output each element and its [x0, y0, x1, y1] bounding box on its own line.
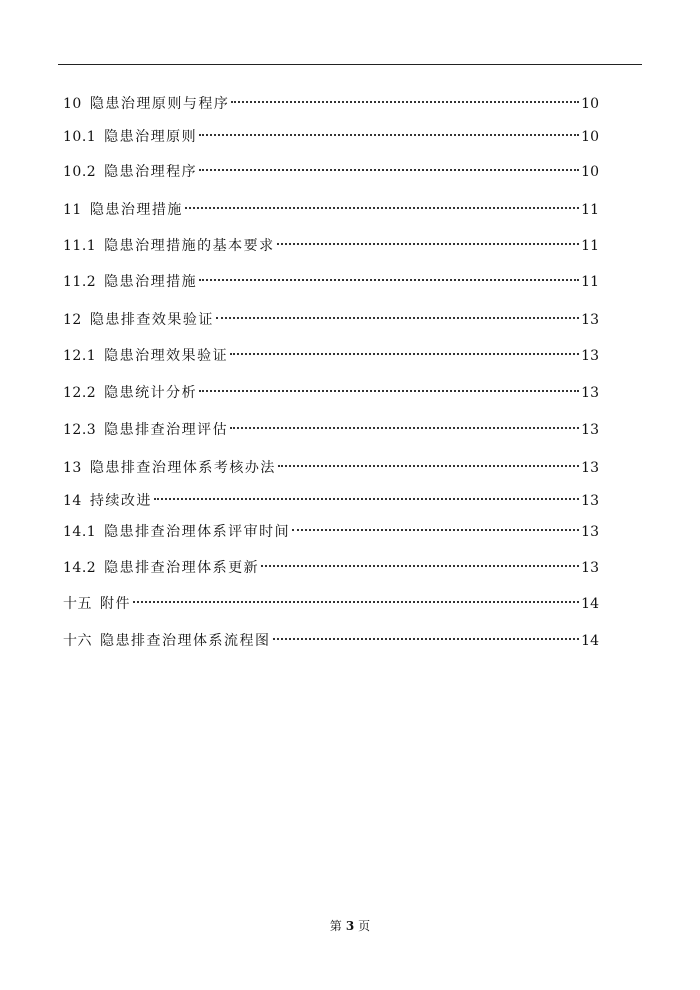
toc-entry[interactable] [63, 592, 599, 616]
toc-dot-leader [185, 207, 579, 209]
toc-entry-page: 13 [581, 312, 599, 328]
toc-entry-title: 隐患排查治理体系更新 [104, 560, 260, 576]
toc-dot-leader [292, 529, 579, 531]
toc-entry-page: 11 [581, 202, 599, 218]
toc-entry-page: 11 [581, 274, 599, 290]
toc-entry-page: 14 [581, 633, 599, 649]
toc-entry[interactable] [63, 520, 599, 544]
toc-dot-leader [199, 390, 579, 392]
toc-entry-page: 13 [581, 422, 599, 438]
toc-entry-page: 10 [581, 96, 599, 112]
toc-entry-page: 13 [581, 348, 599, 364]
toc-entry[interactable] [63, 629, 599, 653]
toc-entry-page: 13 [581, 460, 599, 476]
toc-entry-page: 11 [581, 238, 599, 254]
toc-dot-leader [273, 638, 580, 640]
toc-dot-leader [133, 601, 579, 603]
header-rule [58, 64, 642, 65]
toc-entry[interactable] [63, 456, 599, 480]
toc-entry-number: 12.1 [63, 348, 97, 364]
toc-dot-leader [230, 353, 579, 355]
footer-page-number: 3 [345, 919, 355, 933]
footer-suffix: 页 [358, 919, 371, 933]
toc-entry-page: 13 [581, 560, 599, 576]
toc-entry-page: 13 [581, 493, 599, 509]
toc-dot-leader [154, 498, 579, 500]
toc-entry-title: 隐患治理措施 [104, 274, 198, 290]
toc-entry[interactable] [63, 489, 599, 513]
toc-entry[interactable] [63, 308, 599, 332]
toc-entry-title: 隐患治理措施的基本要求 [104, 238, 275, 254]
toc-entry[interactable] [63, 160, 599, 184]
toc-entry[interactable] [63, 381, 599, 405]
toc-entry-title: 隐患治理程序 [104, 164, 198, 180]
toc-entry-title: 附件 [100, 596, 131, 612]
toc-entry-number: 12.2 [63, 385, 97, 401]
toc-entry-number: 12 [63, 312, 82, 328]
toc-dot-leader [278, 465, 579, 467]
toc-entry-number: 14 [63, 493, 82, 509]
toc-entry-title: 持续改进 [89, 493, 152, 509]
toc-entry[interactable] [63, 234, 599, 258]
toc-entry-title: 隐患治理原则与程序 [89, 96, 230, 112]
toc-entry-number: 11.1 [63, 238, 97, 254]
toc-entry-number: 11.2 [63, 274, 97, 290]
toc-entry-number: 10.1 [63, 129, 97, 145]
toc-entry[interactable] [63, 198, 599, 222]
toc-entry-title: 隐患治理措施 [89, 202, 183, 218]
toc-entry-title: 隐患治理原则 [104, 129, 198, 145]
page-footer [0, 918, 700, 934]
toc-dot-leader [261, 565, 579, 567]
toc-entry-number: 十六 [63, 633, 92, 649]
toc-dot-leader [277, 243, 580, 245]
toc-entry[interactable] [63, 270, 599, 294]
toc-entry-page: 13 [581, 524, 599, 540]
toc-entry-page: 10 [581, 164, 599, 180]
toc-dot-leader [230, 427, 579, 429]
toc-dot-leader [216, 317, 579, 319]
toc-entry-page: 13 [581, 385, 599, 401]
toc-entry-number: 12.3 [63, 422, 97, 438]
toc-entry-number: 11 [63, 202, 82, 218]
toc-dot-leader [199, 169, 579, 171]
toc-dot-leader [231, 101, 579, 103]
toc-entry-title: 隐患排查治理体系考核办法 [89, 460, 276, 476]
toc-entry-title: 隐患排查治理评估 [104, 422, 229, 438]
toc-entry[interactable] [63, 92, 599, 116]
toc-entry[interactable] [63, 418, 599, 442]
toc-entry-page: 10 [581, 129, 599, 145]
toc-dot-leader [199, 279, 579, 281]
toc-entry-number: 10.2 [63, 164, 97, 180]
toc-entry-title: 隐患统计分析 [104, 385, 198, 401]
toc-entry[interactable] [63, 125, 599, 149]
toc-entry-page: 14 [581, 596, 599, 612]
toc-entry-title: 隐患治理效果验证 [104, 348, 229, 364]
toc-entry[interactable] [63, 556, 599, 580]
toc-entry-title: 隐患排查效果验证 [89, 312, 214, 328]
toc-dot-leader [199, 134, 579, 136]
toc-entry-number: 十五 [63, 596, 92, 612]
toc-entry-title: 隐患排查治理体系流程图 [100, 633, 271, 649]
toc-entry-number: 14.1 [63, 524, 97, 540]
toc-entry-number: 14.2 [63, 560, 97, 576]
toc-entry[interactable] [63, 344, 599, 368]
footer-prefix: 第 [329, 919, 342, 933]
toc-entry-title: 隐患排查治理体系评审时间 [104, 524, 291, 540]
toc-entry-number: 13 [63, 460, 82, 476]
toc-entry-number: 10 [63, 96, 82, 112]
